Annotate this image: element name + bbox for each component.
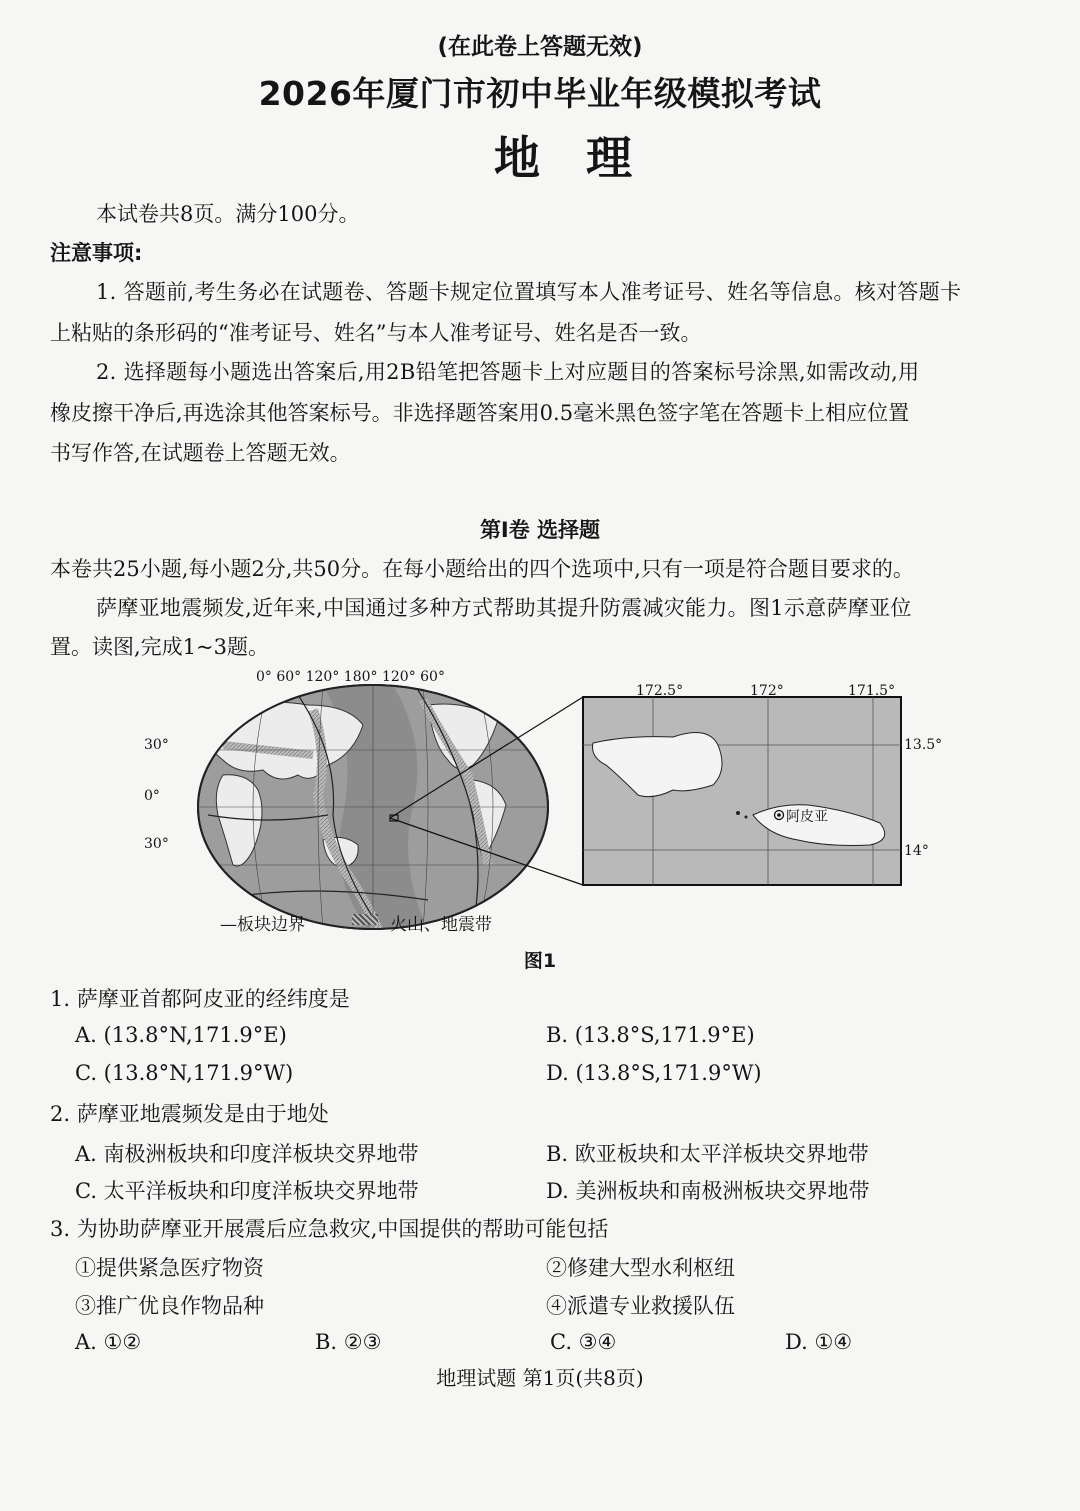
q3-item-1: ①提供紧急医疗物资 [75, 1256, 264, 1280]
lat-label-30n: 30° [144, 737, 169, 753]
notes-item1-line2: 上粘贴的条形码的“准考证号、姓名”与本人准考证号、姓名是否一致。 [50, 321, 702, 345]
q1-option-c: C. (13.8°N,171.9°W) [75, 1061, 294, 1085]
q3-option-b: B. ②③ [315, 1330, 382, 1354]
world-longitude-labels: 0° 60° 120° 180° 120° 60° [256, 669, 445, 685]
q1-option-b: B. (13.8°S,171.9°E) [546, 1023, 755, 1047]
legend-plate-boundary: —板块边界 [220, 915, 305, 935]
lat-label-30s: 30° [144, 836, 169, 852]
inset-lat-label-1: 13.5° [904, 737, 943, 753]
notes-item1-line1: 1. 答题前,考生务必在试题卷、答题卡规定位置填写本人准考证号、姓名等信息。核对答题卡 [96, 280, 962, 304]
legend-volcano-swatch [352, 914, 378, 925]
notes-heading: 注意事项: [50, 241, 143, 265]
exam-notice: (在此卷上答题无效) [437, 34, 643, 60]
figure-caption: 图1 [523, 950, 557, 972]
q3-option-d: D. ①④ [785, 1330, 853, 1354]
q3-item-2: ②修建大型水利枢纽 [546, 1256, 735, 1280]
apia-label: 阿皮亚 [786, 809, 828, 825]
notes-item2-line2: 橡皮擦干净后,再选涂其他答案标号。非选择题答案用0.5毫米黑色签字笔在答题卡上相应位置 [50, 401, 910, 425]
q3-item-4: ④派遣专业救援队伍 [546, 1294, 735, 1318]
subject-title: 地理 [494, 131, 678, 185]
figure-1-map [128, 665, 943, 940]
question-stem-line1: 萨摩亚地震频发,近年来,中国通过多种方式帮助其提升防震减灾能力。图1示意萨摩亚位 [96, 596, 912, 620]
question-stem-line2: 置。读图,完成1~3题。 [50, 635, 269, 659]
samoa-inset-map [583, 697, 901, 885]
q1-option-d: D. (13.8°S,171.9°W) [546, 1061, 762, 1085]
q2-option-b: B. 欧亚板块和太平洋板块交界地带 [546, 1142, 869, 1166]
q1-stem: 1. 萨摩亚首都阿皮亚的经纬度是 [50, 987, 350, 1011]
inset-lon-label-1: 172.5° [636, 683, 684, 699]
inset-lon-label-2: 172° [750, 683, 784, 699]
q3-item-3: ③推广优良作物品种 [75, 1294, 264, 1318]
legend-volcano-belt: 火山、地震带 [390, 915, 492, 935]
notes-item2-line1: 2. 选择题每小题选出答案后,用2B铅笔把答题卡上对应题目的答案标号涂黑,如需改动,用 [96, 360, 920, 384]
inset-lon-label-3: 171.5° [848, 683, 896, 699]
q1-option-a: A. (13.8°N,171.9°E) [75, 1023, 287, 1047]
lat-label-0: 0° [144, 788, 160, 804]
exam-title: 2026年厦门市初中毕业年级模拟考试 [258, 74, 822, 113]
q2-option-d: D. 美洲板块和南极洲板块交界地带 [546, 1179, 870, 1203]
q2-stem: 2. 萨摩亚地震频发是由于地处 [50, 1102, 329, 1126]
q3-stem: 3. 为协助萨摩亚开展震后应急救灾,中国提供的帮助可能包括 [50, 1217, 609, 1241]
section-title: 第Ⅰ卷 选择题 [479, 518, 601, 542]
world-map [198, 685, 548, 930]
q3-option-c: C. ③④ [550, 1330, 617, 1354]
q2-option-a: A. 南极洲板块和印度洋板块交界地带 [75, 1142, 419, 1166]
notes-item2-line3: 书写作答,在试题卷上答题无效。 [50, 441, 351, 465]
section-description: 本卷共25小题,每小题2分,共50分。在每小题给出的四个选项中,只有一项是符合题目要求的。 [50, 557, 914, 581]
q2-option-c: C. 太平洋板块和印度洋板块交界地带 [75, 1179, 419, 1203]
inset-lat-label-2: 14° [904, 843, 929, 859]
q3-option-a: A. ①② [75, 1330, 142, 1354]
paper-intro: 本试卷共8页。满分100分。 [96, 202, 360, 226]
page-footer: 地理试题 第1页(共8页) [436, 1366, 644, 1390]
